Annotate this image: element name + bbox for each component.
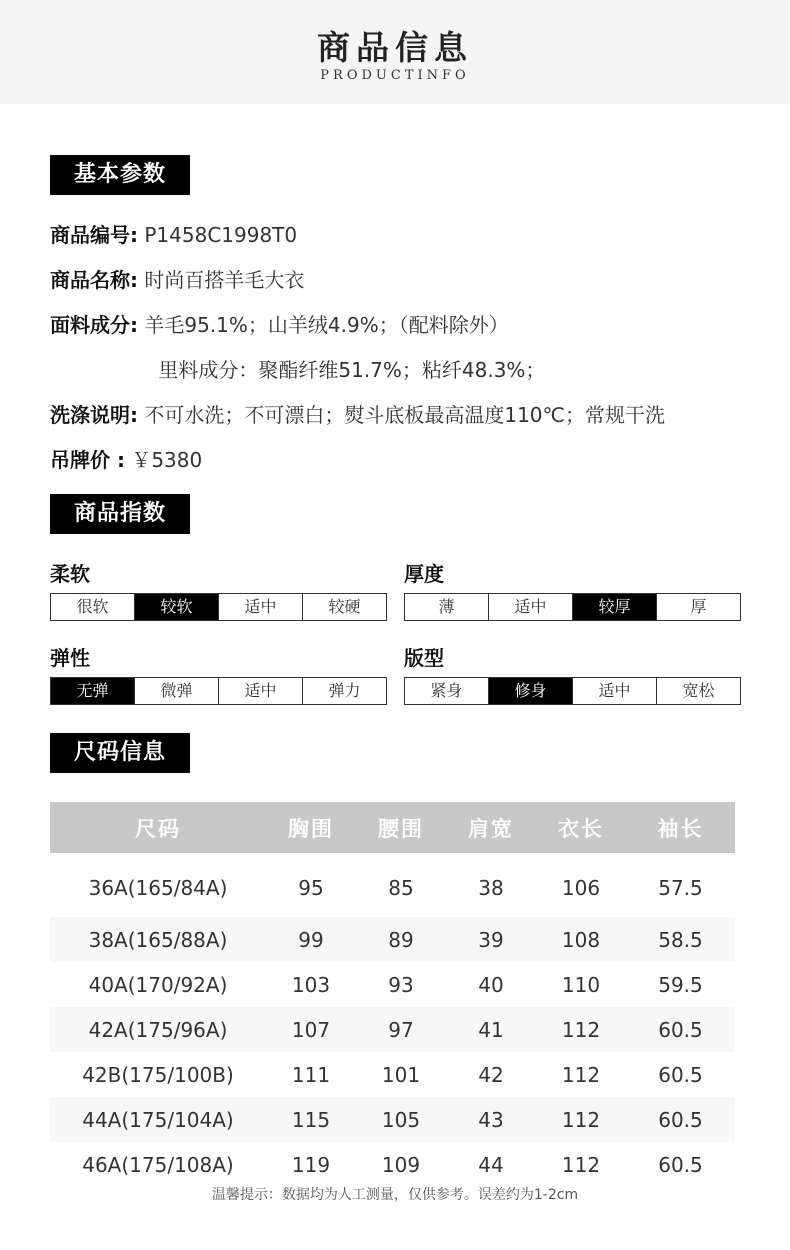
table-cell: 38 — [478, 876, 504, 900]
page-title: 商品信息 — [317, 28, 473, 67]
size-table-header-row — [50, 802, 735, 853]
section-title-size: 尺码信息 — [50, 733, 190, 773]
param-fabric-label: 面料成分: — [50, 313, 138, 337]
table-cell: 38A(165/88A) — [50, 917, 266, 962]
param-code-label: 商品编号: — [50, 223, 138, 247]
table-cell: 85 — [388, 876, 414, 900]
param-name — [50, 265, 304, 295]
index-option: 薄 — [438, 597, 455, 616]
size-table-header: 腰围 — [356, 802, 446, 853]
section-title-index: 商品指数 — [50, 494, 190, 534]
table-cell: 44A(175/104A) — [50, 1097, 266, 1142]
table-cell: 44 — [478, 1152, 504, 1177]
index-option: 较软 — [134, 594, 218, 620]
table-cell: 93 — [388, 972, 414, 997]
table-cell: 36A(165/84A) — [88, 876, 228, 900]
param-name-value: 时尚百搭羊毛大衣 — [144, 268, 305, 292]
param-price-label: 吊牌价 : — [50, 448, 125, 472]
table-cell: 89 — [356, 917, 446, 962]
table-cell: 107 — [266, 1007, 356, 1052]
table-cell: 57.5 — [658, 876, 703, 900]
index-label-thickness: 厚度 — [404, 562, 444, 586]
index-label-fit: 版型 — [404, 646, 444, 670]
table-cell: 40 — [478, 972, 504, 997]
index-option: 较硬 — [302, 594, 386, 620]
table-cell: 42B(175/100B) — [82, 1062, 234, 1087]
table-cell: 103 — [291, 972, 331, 997]
index-option: 弹力 — [302, 678, 386, 704]
index-option: 修身 — [488, 678, 572, 704]
index-scale-fit — [404, 677, 741, 705]
table-cell: 108 — [536, 917, 626, 962]
table-row — [50, 917, 735, 962]
size-table-header: 尺码 — [50, 802, 266, 853]
size-table-header: 肩宽 — [446, 802, 536, 853]
index-option: 适中 — [572, 678, 656, 704]
param-fabric — [50, 310, 509, 340]
table-cell: 60.5 — [626, 1007, 735, 1052]
size-table-header: 胸围 — [266, 802, 356, 853]
table-row — [50, 853, 735, 917]
param-code-value: P1458C1998T0 — [144, 223, 298, 247]
index-label-elasticity: 弹性 — [50, 646, 90, 670]
table-cell: 60.5 — [626, 1097, 735, 1142]
table-row — [50, 1142, 735, 1187]
index-option: 适中 — [218, 594, 302, 620]
param-wash-value: 不可水洗；不可漂白；熨斗底板最高温度110℃；常规干洗 — [144, 403, 665, 427]
table-cell: 60.5 — [658, 1062, 703, 1087]
table-cell: 58.5 — [626, 917, 735, 962]
size-table — [50, 802, 735, 1187]
param-code — [50, 220, 297, 250]
table-cell: 46A(175/108A) — [82, 1152, 234, 1177]
index-option: 适中 — [488, 594, 572, 620]
table-cell: 112 — [561, 1062, 601, 1087]
table-cell: 42 — [478, 1062, 504, 1087]
param-price-value: ￥5380 — [131, 448, 203, 472]
table-cell: 95 — [298, 876, 324, 900]
table-row — [50, 962, 735, 1007]
section-title-basic: 基本参数 — [50, 155, 190, 195]
param-price — [50, 445, 202, 475]
index-scale-thickness — [404, 593, 741, 621]
table-cell: 115 — [266, 1097, 356, 1142]
table-cell: 60.5 — [658, 1152, 703, 1177]
table-cell: 105 — [356, 1097, 446, 1142]
table-cell: 39 — [446, 917, 536, 962]
table-cell: 97 — [356, 1007, 446, 1052]
param-lining-value: 里料成分：聚酯纤维51.7%；粘纤48.3%； — [158, 358, 546, 382]
param-wash-label: 洗涤说明: — [50, 403, 138, 427]
table-row — [50, 1097, 735, 1142]
index-option: 较厚 — [572, 594, 656, 620]
table-cell: 101 — [381, 1062, 421, 1087]
table-cell: 41 — [446, 1007, 536, 1052]
table-cell: 59.5 — [658, 972, 703, 997]
param-fabric-value: 羊毛95.1%；山羊绒4.9%；（配料除外） — [144, 313, 509, 337]
table-cell: 112 — [536, 1097, 626, 1142]
page-header — [0, 0, 790, 104]
page-subtitle: PRODUCTINFO — [320, 68, 470, 83]
index-option: 无弹 — [51, 678, 134, 704]
table-cell: 112 — [561, 1152, 601, 1177]
index-scale-elasticity — [50, 677, 387, 705]
table-row — [50, 1007, 735, 1052]
param-lining — [50, 355, 545, 385]
index-option: 微弹 — [134, 678, 218, 704]
param-name-label: 商品名称: — [50, 268, 138, 292]
table-cell: 43 — [446, 1097, 536, 1142]
table-row — [50, 1052, 735, 1097]
table-cell: 119 — [291, 1152, 331, 1177]
index-scale-softness — [50, 593, 387, 621]
table-cell: 110 — [561, 972, 601, 997]
size-table-header: 衣长 — [536, 802, 626, 853]
measurement-note: 温馨提示：数据均为人工测量，仅供参考。误差约为1-2cm — [211, 1187, 579, 1203]
table-cell: 111 — [291, 1062, 331, 1087]
table-cell: 112 — [536, 1007, 626, 1052]
table-cell: 106 — [561, 876, 601, 900]
size-table-header: 袖长 — [626, 802, 735, 853]
table-cell: 109 — [381, 1152, 421, 1177]
index-option: 厚 — [656, 594, 740, 620]
index-label-softness: 柔软 — [50, 562, 90, 586]
param-wash — [50, 400, 665, 430]
index-option: 宽松 — [656, 678, 740, 704]
table-cell: 40A(170/92A) — [88, 972, 228, 997]
index-option: 紧身 — [430, 681, 463, 700]
index-option: 适中 — [218, 678, 302, 704]
table-cell: 99 — [266, 917, 356, 962]
index-option: 很软 — [76, 597, 109, 616]
table-cell: 42A(175/96A) — [50, 1007, 266, 1052]
